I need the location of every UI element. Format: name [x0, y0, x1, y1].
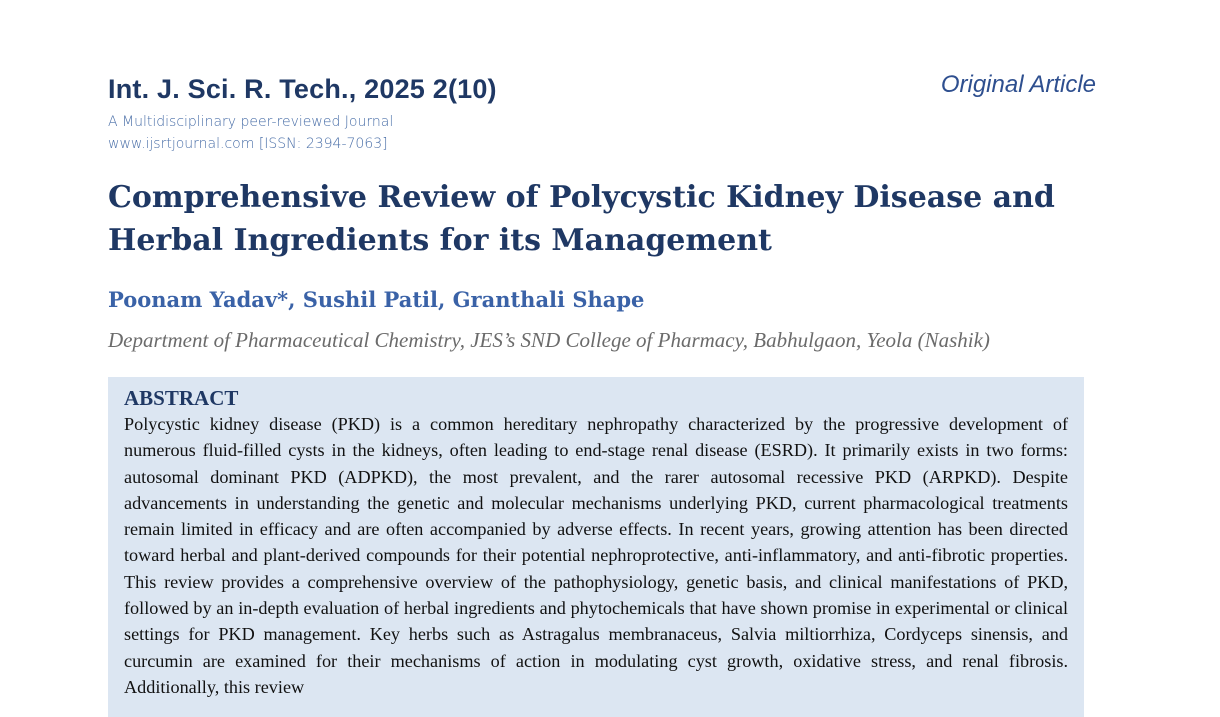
journal-tagline: A Multidisciplinary peer-reviewed Journal — [108, 114, 394, 130]
abstract-box — [108, 377, 1084, 717]
author-affiliation: Department of Pharmaceutical Chemistry, JES’s SND College of Pharmacy, Babhulgaon, Yeola (Nashik) — [108, 328, 990, 352]
author-list: Poonam Yadav*, Sushil Patil, Granthali Shape — [108, 287, 645, 312]
article-type-label: Original Article — [940, 71, 1096, 98]
abstract-text: Polycystic kidney disease (PKD) is a common hereditary nephropathy characterized by the progressive development of numerous fluid-filled cysts in the kidneys, often leading to end-stage renal disease (ESRD). It primarily exists in two forms: autosomal dominant PKD (ADPKD), the most prevalent, and the rarer autosomal recessive PKD (ARPKD). Despite advancements in understanding the genetic and molecular mechanisms underlying PKD, current pharmacological treatments remain limited in efficacy and are often accompanied by adverse effects. In recent years, growing attention has been directed toward herbal and plant-derived compounds for their potential nephroprotective, anti-inflammatory, and anti-fibrotic properties. This review provides a comprehensive overview of the pathophysiology, genetic basis, and clinical manifestations of PKD, followed by an in-depth evaluation of herbal ingredients and phytochemicals that have shown promise in experimental or clinical settings for PKD management. Key herbs such as Astragalus membranaceus, Salvia miltiorrhiza, Cordyceps sinensis, and curcumin are examined for their mechanisms of action in modulating cyst growth, oxidative stress, and renal fibrosis. Additionally, this review — [124, 414, 1068, 697]
journal-url-issn[interactable]: www.ijsrtjournal.com [ISSN: 2394-7063] — [108, 136, 388, 152]
abstract-heading: ABSTRACT — [124, 386, 239, 410]
article-title: Comprehensive Review of Polycystic Kidney Disease and Herbal Ingredients for its Management — [108, 180, 1055, 258]
journal-citation: Int. J. Sci. R. Tech., 2025 2(10) — [108, 74, 497, 104]
